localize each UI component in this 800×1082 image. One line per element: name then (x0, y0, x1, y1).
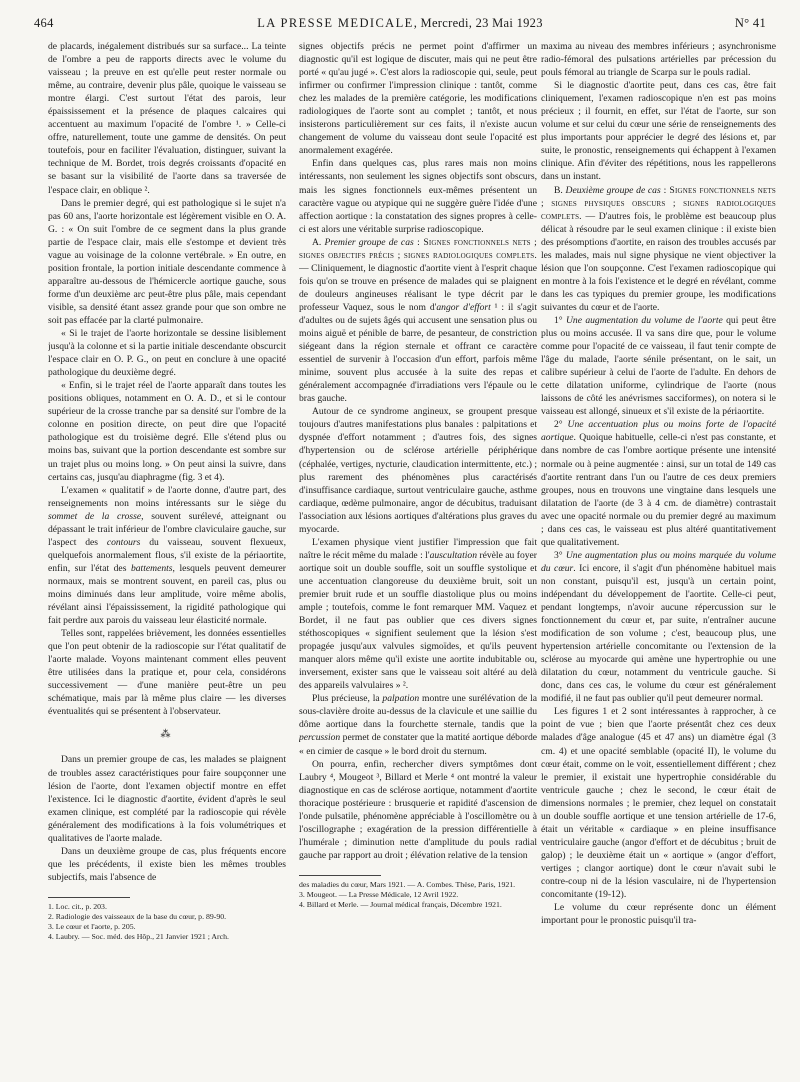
paragraph (541, 418, 776, 548)
text-run: A. (312, 236, 325, 248)
paragraph (541, 549, 776, 706)
section-subheading: : Signes fonctionnels nets ; signes objectifs précis ; signes radiologiques complets. (299, 236, 537, 261)
paragraph: Enfin dans quelques cas, plus rares mais non moins intéressants, non seulement les signes objectifs sont obscurs, mais les signes fonctionnels eux-mêmes présentent un caractère vague ou atypique qui ne suggère guère l'idée d'une affection aortique : la constatation des signes propres à celle-ci est alors une véritable surprise radioscopique. (299, 158, 537, 235)
paragraph: Dans le premier degré, qui est pathologique si le sujet n'a pas 60 ans, l'aorte horizontale est légèrement visible en O. A. G. : « On suit l'ombre de ce segment dans la plus grande partie de l'espace clair, mais elle s'estompe et devient très vague au voisinage de la colonne vertébrale. » En outre, en position frontale, la portion initiale descendante commence à apparaître au-dessous de l'hémicercle aortique gauche, sous forme d'un deuxième arc peut-être plus pâle, mais cependant visible, sa densité étant assez grande pour que son ombre ne soit pas effacée par la clarté pulmonaire. (48, 197, 286, 326)
text-run: du vaisseau, souvent flexueux, quelquefois anormalement flous, s'il existe de la périaortite, enfin, sur l'état des (48, 536, 286, 574)
paragraph: maxima au niveau des membres inférieurs ; asynchronisme radio-fémoral des pulsations artérielles par précession du pouls fémoral au triangle de Scarpa sur le pouls radial. (541, 41, 776, 79)
section-subheading: : Signes fonctionnels nets ; signes physiques obscurs ; signes radiologiques complets. (541, 184, 776, 222)
italic-term: battements (130, 562, 173, 574)
publication-name: LA PRESSE MEDICALE (257, 16, 414, 30)
text-run: 2° (554, 419, 568, 431)
footnote: 3. Le cœur et l'aorte, p. 205. (48, 921, 136, 931)
column-middle (299, 40, 537, 1074)
page-header (34, 16, 766, 32)
footnote: 1. Loc. cit., p. 203. (48, 901, 107, 911)
paragraph (299, 236, 537, 406)
text-run: — D'autres fois, le problème est beaucoup plus délicat à résoudre par le seul examen clinique : il existe bien des présomptions d'aortite, en raison des troubles accusés par les malades, mais nul signe physique ne vient objectiver la lésion que l'on soupçonne. C'est l'examen radioscopique qui en montre à la fois l'existence et le degré en révélant, comme dans les cas typiques du premier groupe, les modifications suivantes du cœur et de l'aorte. (541, 210, 776, 313)
italic-term: angor d'effort (436, 301, 491, 313)
paragraph: « Si le trajet de l'aorte horizontale se dessine lisiblement jusqu'à la colonne et si la partie initiale descendante obscurcit l'espace clair en O. P. G., on peut en conclure à une opacité pathologique du deuxième degré. (48, 328, 286, 379)
page-number: 464 (34, 16, 54, 30)
italic-term: auscultation (429, 549, 477, 561)
footnote-rule (48, 897, 130, 898)
section-heading: Premier groupe de cas (324, 236, 414, 248)
text-run: montre une surélévation de la sous-clavière droite au-dessus de la clavicule et une saillie du dôme aortique dans la fourchette sternale, tandis que la (299, 693, 537, 731)
paragraph: Dans un premier groupe de cas, les malades se plaignent de troubles assez caractéristiques pour faire soupçonner une lésion de l'aorte, dont l'examen objectif montre en effet l'existence. Ici le diagnostic d'aortite, évident d'après le seul examen clinique, est complété par la radioscopie qui révèle généralement des modifications à la fois volumétriques et qualitatives de l'aorte malade. (48, 754, 286, 844)
text-run: qui peut être plus ou moins accusée. Il va sans dire que, pour le volume comme pour l'opacité de ce vaisseau, il faut tenir compte de l'âge du malade, l'aorte sénile présentant, on le sait, un calibre supérieur à celui de l'aorte de l'adulte. En dehors de cette dilatation uniforme, cylindrique de l'aorte (nous laissons de côté les anévrismes sacciformes), on notera si le vaisseau est allongé, sinueux et s'il existe de la périaortite. (541, 314, 776, 418)
italic-term: percussion (299, 732, 341, 744)
footnote: des maladies du cœur, Mars 1921. — A. Combes. Thèse, Paris, 1921. (299, 879, 516, 889)
text-run: . Ici encore, il s'agit d'un phénomène habituel mais non constant, puisqu'il est, jusqu'à un certain point, indépendant du développement de l'aortite. Celle-ci peut, pendant longtemps, n'avoir aucune répercussion sur le fonctionnement du cœur et, par suite, n'entraîner aucune modification de son volume ; c'est, beaucoup plus, une hypertension artérielle concomitante ou l'extension de la sclérose au myocarde qui amène une hypertrophie ou une dilatation du cœur, notamment du ventricule gauche. Si donc, dans ces cas, le volume du cœur est généralement modifié, il ne faut pas oublier qu'il peut demeurer normal. (541, 562, 776, 705)
paragraph: Le volume du cœur représente donc un élément important pour le pronostic puisqu'il tra- (541, 902, 776, 927)
text-run: Plus précieuse, la (312, 693, 383, 705)
paragraph: Telles sont, rappelées brièvement, les données essentielles que l'on peut obtenir de la radioscopie sur l'état qualitatif de l'aorte malade. Voyons maintenant comment elles peuvent être utilisées dans la pratique et, pour cela, considérons successivement — d'une manière peut-être un peu schématique, mais par là même plus claire — les diverses éventualités qui se présentent à l'observateur. (48, 628, 286, 718)
text-run: L'examen physique vient justifier l'impression que fait naître le récit même du malade : l' (299, 536, 537, 561)
text-run: 1° (554, 314, 566, 326)
paragraph: de placards, inégalement distribués sur sa surface... La teinte de l'ombre a peu de rapports directs avec le volume du vaisseau ; la preuve en est qu'elle peut rester normale ou même, au contraire, devenir plus pâle, quoique le vaisseau se montre élargi. C'est surtout l'état des parois, leur épaississement et la présence de plaques calcaires qui accentuent au maximum l'opacité de l'ombre ¹. » Celle-ci offre, naturellement, toute une gamme de densités. On peut toutefois, pour en faciliter l'évaluation, distinguer, suivant la technique de M. Bordet, trois degrés croissants d'opacité en se basant sur la visibilité de l'aorte dans sa traversée de l'espace clair, en oblique ². (48, 41, 286, 196)
footnote-rule (299, 875, 381, 876)
footnote: 4. Billard et Merle. — Journal médical français, Décembre 1921. (299, 899, 502, 909)
text-run: révèle au foyer aortique soit un double souffle, soit un souffle systolique et une accentuation clangoreuse du deuxième bruit, soit un premier bruit rude et un souffle diastolique plus ou moins ample ; toutefois, comme le font remarquer MM. Vaquez et Bordet, il ne faut pas oublier que ces divers signes stéthoscopiques « signifient seulement que la lésion s'est propagée jusqu'aux valvules sigmoïdes, et qu'ils peuvent manquer alors même qu'il existe une aortite indubitable ou, inversement, exister sans que le vaisseau soit altéré au delà des appareils valvulaires » ². (299, 549, 537, 692)
footnote: 4. Laubry. — Soc. méd. des Hôp., 21 Janvier 1921 ; Arch. (48, 931, 229, 941)
section-separator: ⁂ (160, 729, 174, 741)
italic-term: Une accentuation plus ou moins forte de l'opacité aortique (541, 419, 776, 444)
paragraph (299, 536, 537, 693)
issue-number: N° 41 (734, 16, 766, 30)
issue-date: , Mercredi, 23 Mai 1923 (413, 16, 543, 30)
footnote: 3. Mougeot. — La Presse Médicale, 12 Avril 1922. (299, 889, 459, 899)
paragraph (541, 314, 776, 418)
column-right (541, 40, 776, 1074)
italic-term: Une augmentation du volume de l'aorte (565, 314, 723, 326)
italic-term: sommet de la crosse (48, 510, 142, 522)
text-run: B. (554, 184, 566, 196)
text-run: , souvent surélevé, atteignant ou dépassant le trait inférieur de l'ombre claviculaire gauche, sur l'aspect des (48, 510, 286, 548)
running-title (34, 16, 766, 31)
paragraph: signes objectifs précis ne permet point d'affirmer un diagnostic qu'il est logique de discuter, mais qui ne peut être porté « qu'au jugé ». C'est alors la radioscopie qui, seule, peut infirmer ou confirmer l'impression clinique : tantôt, comme chez les malades de la première catégorie, les modifications radiologiques de l'aorte sont au complet ; tantôt, et nous insisterons particulièrement sur ces faits, il n'existe aucun changement de volume du vaisseau dont seule l'opacité est anormalement exagérée. (299, 41, 537, 157)
italic-term: palpation (382, 693, 420, 705)
text-run: . Quoique habituelle, celle-ci n'est pas constante, et dans nombre de cas l'ombre aortique présente une intensité normale ou à peine augmentée : ainsi, sur un total de 149 cas d'aortite rentrant dans l'un ou l'autre de ces deux premiers groupes, nous en trouvons une vingtaine dans lesquels une dilatation de l'aorte (de 3 à 4 cm. de diamètre) contrastait avec une opacité normale ou du premier degré au maximum ; dans ces cas, le vaisseau est plus altéré quantitativement que qualitativement. (541, 432, 776, 548)
paragraph: On pourra, enfin, rechercher divers symptômes dont Laubry ⁴, Mougeot ³, Billard et Merle ⁴ ont montré la valeur diagnostique en cas de sclérose aortique, notamment d'aortite thoracique postérieure : brusquerie et rapidité d'ascension de l'onde pulsatile, phénomène appréciable à l'oscillomètre ou à l'oscillographe ; exagération de la pression différentielle à l'humérale ; diminution nette d'amplitude du pouls radial gauche par rapport au droit ; élévation relative de la tension (299, 758, 537, 861)
text-run: — Cliniquement, le diagnostic d'aortite vient à l'esprit chaque fois qu'on se trouve en présence de malades qui se plaignent de douleurs angineuses réalisant le type décrit par le professeur Vaquez, sous le nom d' (299, 262, 537, 313)
paragraph: Les figures 1 et 2 sont intéressantes à rapprocher, à ce point de vue ; bien que l'aorte présentât chez ces deux malades d'âge analogue (45 et 47 ans) un diamètre égal (3 cm. 4) et une opacité semblable (opacité II), le volume du cœur était, comme on le voit, essentiellement différent ; chez le premier, il existait une hypertrophie considérable du ventricule gauche ; chez le second, le cœur était de dimensions normales ; le premier, chez lequel on constatait un double souffle aortique et une tension artérielle de 17-6, était un véritable « cardiaque » en pleine insuffisance ventriculaire gauche (angor d'effort et de décubitus ; bruit de galop) ; le deuxième était un « aortique » (angor d'effort, vertiges ; clangor aortique) dont le cœur n'avait subi le contre-coup ni de la lésion vasculaire, ni de l'hypertension concomitante (19-12). (541, 706, 776, 901)
paragraph: Dans un deuxième groupe de cas, plus fréquents encore que les précédents, il existe bien les mêmes troubles subjectifs, mais l'absence de (48, 845, 286, 883)
footnote: 2. Radiologie des vaisseaux de la base du cœur, p. 89-90. (48, 911, 227, 921)
text-run: ¹ : il s'agit d'adultes ou de sujets âgés qui accusent une sensation plus ou moins aiguë et pénible de barre, de pesanteur, de constriction siégeant dans la région sternale et offrant ce caractère essentiel de survenir à l'occasion d'un effort, parfois même minime, souvent plus accusée à la suite des repas et généralement accompagnée d'irradiations vers l'épaule ou le bras gauche. (299, 301, 537, 405)
paragraph (48, 484, 286, 628)
column-left (48, 40, 286, 1074)
paragraph (541, 184, 776, 314)
text-run: permet de constater que la matité aortique déborde « en cimier de casque » le bord droit du sternum. (299, 732, 537, 757)
paragraph (299, 692, 537, 757)
paragraph: Si le diagnostic d'aortite peut, dans ces cas, être fait cliniquement, l'examen radioscopique n'en est pas moins précieux ; il fournit, en effet, sur l'état de l'aorte, sur son volume et sur celui du cœur une série de renseignements des plus importants pour apprécier le degré des lésions et, par suite, le pronostic, renseignements qui échappent à l'examen clinique. Afin d'éviter des répétitions, nous les rappellerons dans un instant. (541, 80, 776, 183)
section-heading: Deuxième groupe de cas (565, 184, 661, 196)
text-run: , lesquels peuvent demeurer normaux, mais se montrent souvent, en pareil cas, plus ou moins diminués dans leur amplitude, voire même abolis, révélant ainsi l'épaississement, la rigidité pathologique qui fait perdre aux parois du vaisseau leur élasticité normale. (48, 562, 286, 627)
paragraph: Autour de ce syndrome angineux, se groupent presque toujours d'autres manifestations plus banales : palpitations et dyspnée d'effort notamment ; d'autres fois, des signes d'hypertension ou de sclérose artérielle périphérique (céphalée, vertiges, nycturie, claudication intermittente, etc.) ; plus rarement des phénomènes plus caractérisés d'insuffisance cardiaque, surtout ventriculaire gauche, asthme cardiaque, œdème pulmonaire, angor de décubitus, traduisant l'association aux lésions aortiques d'altérations plus graves du myocarde. (299, 406, 537, 535)
text-run: 3° (554, 549, 566, 561)
text-run: L'examen « qualitatif » de l'aorte donne, d'autre part, des renseignements non moins intéressants sur le siège du (48, 484, 286, 509)
italic-term: contours (106, 536, 141, 548)
italic-term: Une augmentation plus ou moins marquée du volume du cœur (541, 549, 776, 574)
paragraph: « Enfin, si le trajet réel de l'aorte apparaît dans toutes les positions obliques, notamment en O. A. D., et si le contour supérieur de la crosse tranche par sa densité sur l'ombre de la colonne en position directe, on peut dire que l'opacité pathologique est du troisième degré. Elle s'étend plus ou moins bas, suivant que la portion descendante est sombre sur un trajet plus ou moins long. » On peut ainsi la suivre, dans certains cas, jusqu'au diaphragme (fig. 3 et 4). (48, 380, 286, 483)
